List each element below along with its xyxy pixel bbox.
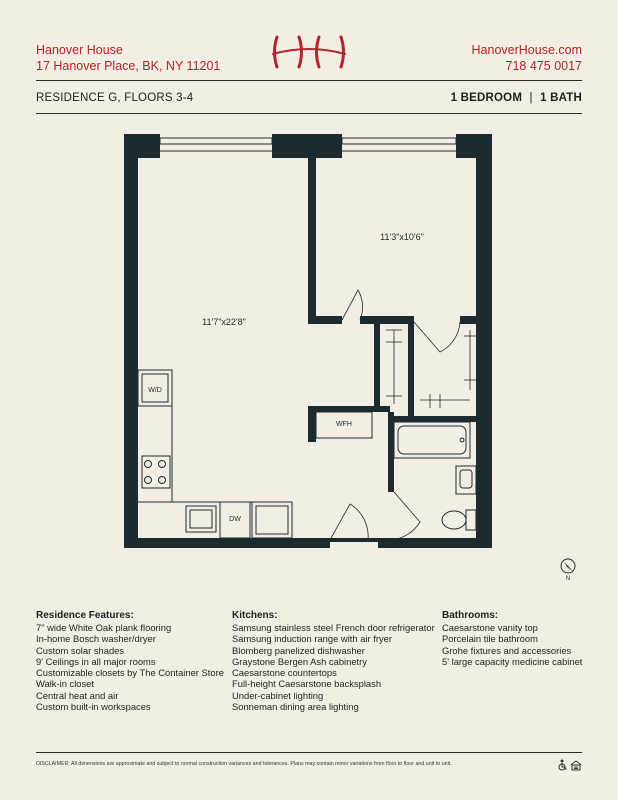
water-heater-label: WFH xyxy=(336,421,352,428)
building-address: 17 Hanover Place, BK, NY 11201 xyxy=(36,59,221,73)
list-item: 7" wide White Oak plank flooring xyxy=(36,622,172,633)
kitchen-features-title: Kitchens: xyxy=(232,610,278,621)
disclaimer-text: DISCLAIMER: All dimensions are approximate and subject to normal construction variances and tolerances. Plans may contain minor variations from floor to floor and unit to unit. xyxy=(36,761,452,767)
list-item: In-home Bosch washer/dryer xyxy=(36,633,156,645)
list-item: Custom built-in workspaces xyxy=(36,701,151,713)
list-item: Caesarstone vanity top xyxy=(442,622,538,633)
list-item: Custom solar shades xyxy=(36,644,125,656)
list-item: Walk-in closet xyxy=(36,678,94,690)
wheelchair-icon xyxy=(559,760,566,770)
list-item: Full-height Caesarstone backsplash xyxy=(232,678,382,690)
residence-features-title: Residence Features: xyxy=(36,610,134,621)
list-item: Porcelain tile bathroom xyxy=(442,633,538,645)
list-item: 9' Ceilings in all major rooms xyxy=(36,655,156,667)
kitchen-features xyxy=(232,610,437,712)
building-name: Hanover House xyxy=(36,43,123,57)
list-item: Caesarstone countertops xyxy=(232,667,337,679)
footer-icons xyxy=(558,758,582,770)
bedroom-dimension: 11'3"x10'6" xyxy=(380,232,424,242)
list-item: 5' large capacity medicine cabinet xyxy=(442,655,583,667)
list-item: Samsung stainless steel French door refrigerator xyxy=(232,622,435,633)
washer-dryer-label: W/D xyxy=(148,387,162,394)
bathroom-features xyxy=(442,610,582,667)
list-item: Central heat and air xyxy=(36,689,119,701)
list-item: Grohe fixtures and accessories xyxy=(442,644,572,656)
list-item: Sonneman dining area lighting xyxy=(232,701,359,713)
bathroom-features-title: Bathrooms: xyxy=(442,610,499,621)
footer-divider xyxy=(36,752,582,753)
bath-count: 1 BATH xyxy=(540,92,582,104)
unit-separator: | xyxy=(529,92,533,104)
bedroom-count: 1 BEDROOM xyxy=(450,92,523,104)
compass-icon xyxy=(561,559,575,573)
compass-label: N xyxy=(565,576,571,582)
residence-features xyxy=(36,610,226,712)
list-item: Samsung induction range with air fryer xyxy=(232,633,392,645)
residence-title: RESIDENCE G, FLOORS 3-4 xyxy=(36,92,194,104)
website-link[interactable]: HanoverHouse.com xyxy=(471,43,582,57)
equal-housing-icon xyxy=(571,761,581,770)
list-item: Under-cabinet lighting xyxy=(232,689,324,701)
list-item: Blomberg panelized dishwasher xyxy=(232,644,365,656)
living-dimension: 11'7"x22'8" xyxy=(202,317,246,327)
list-item: Graystone Bergen Ash cabinetry xyxy=(232,655,367,667)
phone-number: 718 475 0017 xyxy=(505,59,582,73)
dishwasher-label: DW xyxy=(229,516,241,523)
list-item: Customizable closets by The Container Store xyxy=(36,667,224,679)
